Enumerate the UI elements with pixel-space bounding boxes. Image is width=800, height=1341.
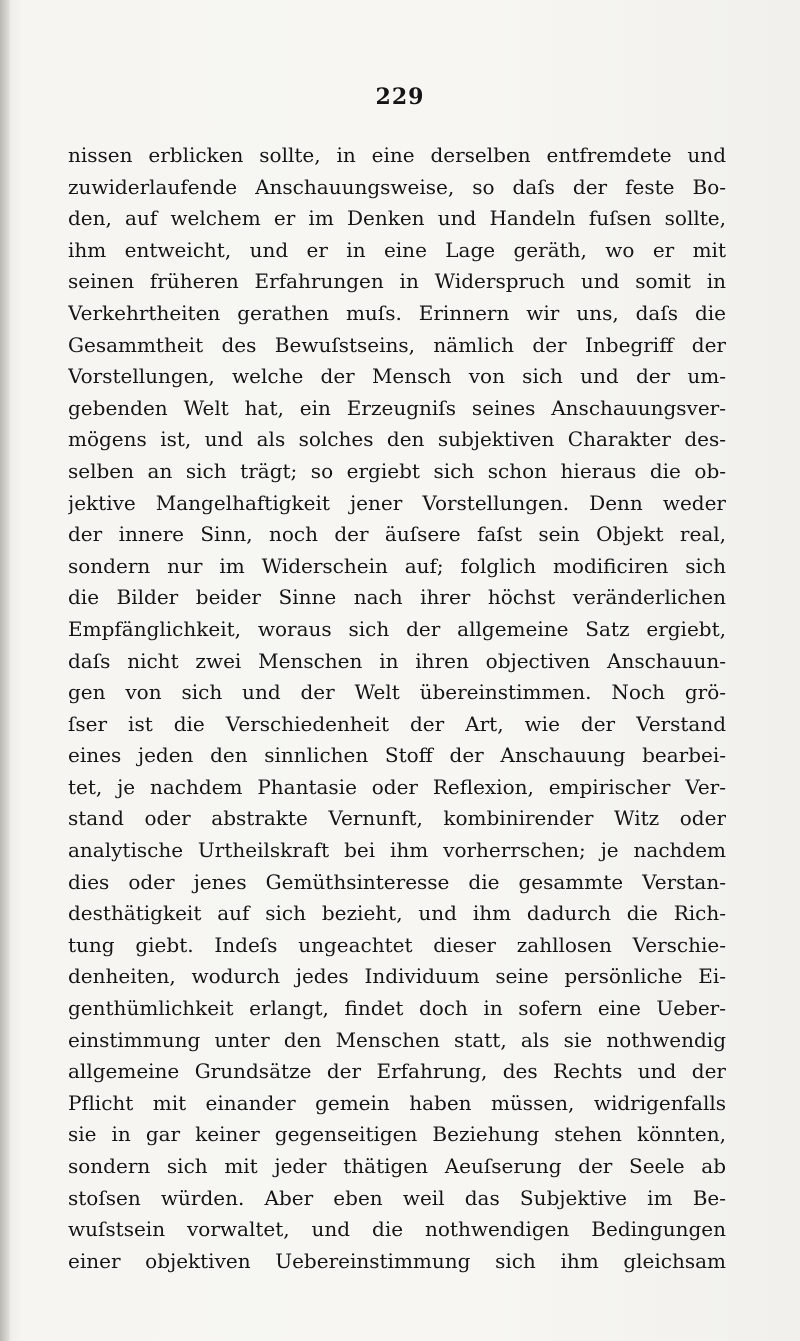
text-line: Verkehrtheiten gerathen muſs. Erinnern wir uns, daſs die [68,300,726,325]
text-line: dies oder jenes Gemüthsinteresse die gesammte Verstan- [68,869,726,894]
text-line: jektive Mangelhaftigkeit jener Vorstellungen. Denn weder [68,490,726,515]
text-line: tet, je nachdem Phantasie oder Reflexion, empirischer Ver- [68,774,726,799]
text-line: Empfänglichkeit, woraus sich der allgemeine Satz ergiebt, [68,616,726,641]
text-line: daſs nicht zwei Menschen in ihren objectiven Anschauun- [68,648,726,673]
text-line: eines jeden den sinnlichen Stoff der Anschauung bearbei- [68,743,726,768]
text-line: stand oder abstrakte Vernunft, kombinirender Witz oder [68,806,726,831]
text-line: genthümlichkeit erlangt, findet doch in sofern eine Ueber- [68,996,726,1021]
page-spine-shadow [0,0,10,1341]
text-line: desthätigkeit auf sich bezieht, und ihm dadurch die Rich- [68,901,726,926]
body-text [68,140,726,1277]
text-line: sie in gar keiner gegenseitigen Beziehung stehen könnten, [68,1122,726,1147]
text-line: allgemeine Grundsätze der Erfahrung, des Rechts und der [68,1059,726,1084]
text-line: gen von sich und der Welt übereinstimmen. Noch grö- [68,680,726,705]
text-line: zuwiderlaufende Anschauungsweise, so daſs der feste Bo- [68,174,726,199]
text-line: gebenden Welt hat, ein Erzeugniſs seines Anschauungsver- [68,395,726,420]
text-line: der innere Sinn, noch der äuſsere faſst sein Objekt real, [68,522,726,547]
text-line: Vorstellungen, welche der Mensch von sich und der um- [68,364,726,389]
text-line: analytische Urtheilskraft bei ihm vorherrschen; je nachdem [68,838,726,863]
text-line: sondern nur im Widerschein auf; folglich modificiren sich [68,553,726,578]
text-line: ſser ist die Verschiedenheit der Art, wie der Verstand [68,711,726,736]
text-line: den, auf welchem er im Denken und Handeln fuſsen sollte, [68,206,726,231]
text-line: die Bilder beider Sinne nach ihrer höchst veränderlichen [68,585,726,610]
page-number: 229 [375,84,425,110]
text-line: sondern sich mit jeder thätigen Aeuſserung der Seele ab [68,1154,726,1178]
text-line: Gesammtheit des Bewuſstseins, nämlich der Inbegriff der [68,332,726,357]
text-line: wuſstsein vorwaltet, und die nothwendigen Bedingungen [68,1217,726,1242]
text-line: einer objektiven Uebereinstimmung sich ihm gleichsam [68,1248,726,1273]
text-line: stoſsen würden. Aber eben weil das Subjektive im Be- [68,1185,726,1210]
text-line: einstimmung unter den Menschen statt, als sie nothwendig [68,1027,726,1052]
text-line: denheiten, wodurch jedes Individuum seine persönliche Ei- [68,964,726,989]
text-line: nissen erblicken sollte, in eine derselben entfremdete und [68,143,726,167]
text-line: mögens ist, und als solches den subjektiven Charakter des- [68,427,726,452]
text-line: tung giebt. Indeſs ungeachtet dieser zahllosen Verschie- [68,932,726,957]
text-line: Pflicht mit einander gemein haben müssen, widrigenfalls [68,1090,726,1115]
text-line: ihm entweicht, und er in eine Lage geräth, wo er mit [68,237,726,262]
text-line: selben an sich trägt; so ergiebt sich schon hieraus die ob- [68,458,726,483]
text-line: seinen früheren Erfahrungen in Widerspruch und somit in [68,269,726,294]
